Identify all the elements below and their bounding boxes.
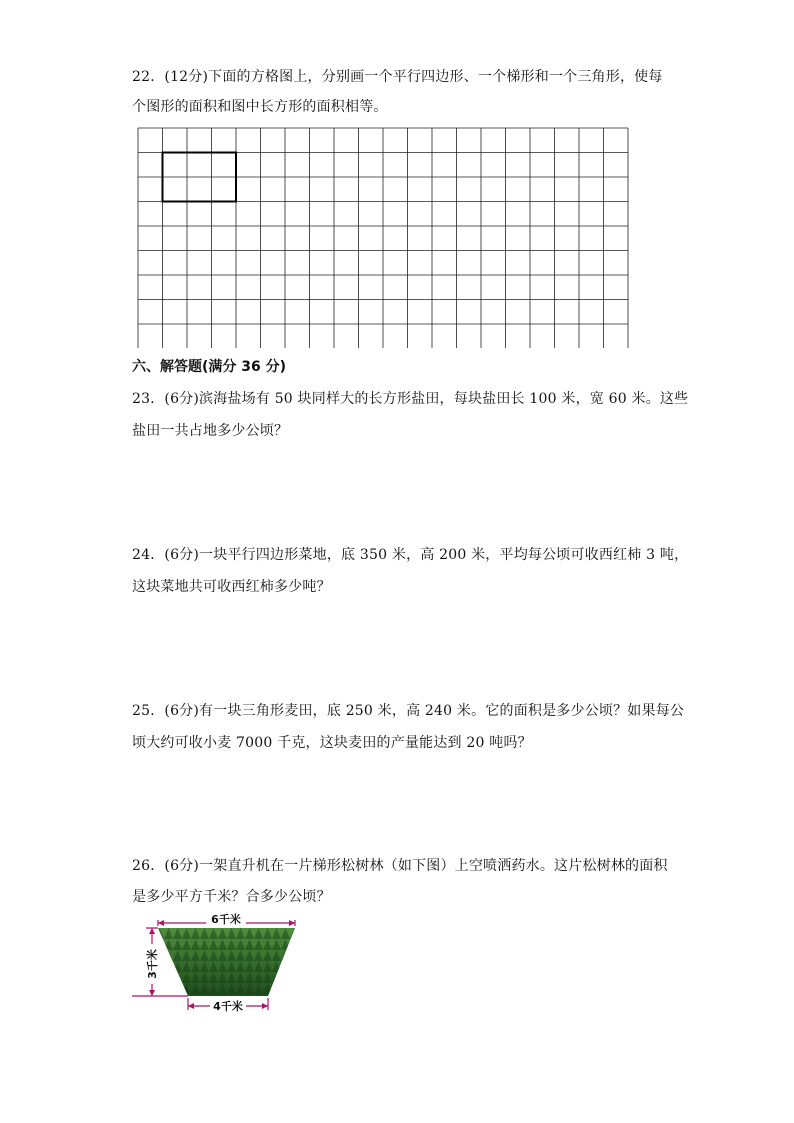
q22-line-2: 个图形的面积和图中长方形的面积相等。 [132,99,388,115]
section-six-title: 六、解答题(满分 36 分) [132,359,287,375]
q24-line-1: 24．(6分)一块平行四边形菜地，底 350 米，高 200 米，平均每公顷可收西红柿 3 吨， [132,547,689,563]
bottom-length-label: 4千米 [213,1000,243,1013]
q22-line-1: 22．(12分)下面的方格图上，分别画一个平行四边形、一个梯形和一个三角形，使每 [132,69,663,85]
forest-texture [158,928,295,996]
square-grid [137,127,631,348]
q23-line-1: 23．(6分)滨海盐场有 50 块同样大的长方形盐田，每块盐田长 100 米，宽 60 米。这些 [132,391,689,407]
top-length-label: 6千米 [211,913,241,926]
q23-line-2: 盐田一共占地多少公顷？ [132,423,289,439]
height-label: 3千米 [146,949,159,979]
q26-line-2: 是多少平方千米？合多少公顷？ [132,889,331,905]
q26-line-1: 26．(6分)一架直升机在一片梯形松树林（如下图）上空喷洒药水。这片松树林的面积 [132,858,668,874]
q25-line-1: 25．(6分)有一块三角形麦田，底 250 米，高 240 米。它的面积是多少公顷？如果每公 [132,703,685,719]
q24-line-2: 这块菜地共可收西红柿多少吨？ [132,579,331,595]
q25-line-2: 顷大约可收小麦 7000 千克，这块麦田的产量能达到 20 吨吗？ [132,735,532,751]
trapezoid-forest-figure [128,906,303,1016]
